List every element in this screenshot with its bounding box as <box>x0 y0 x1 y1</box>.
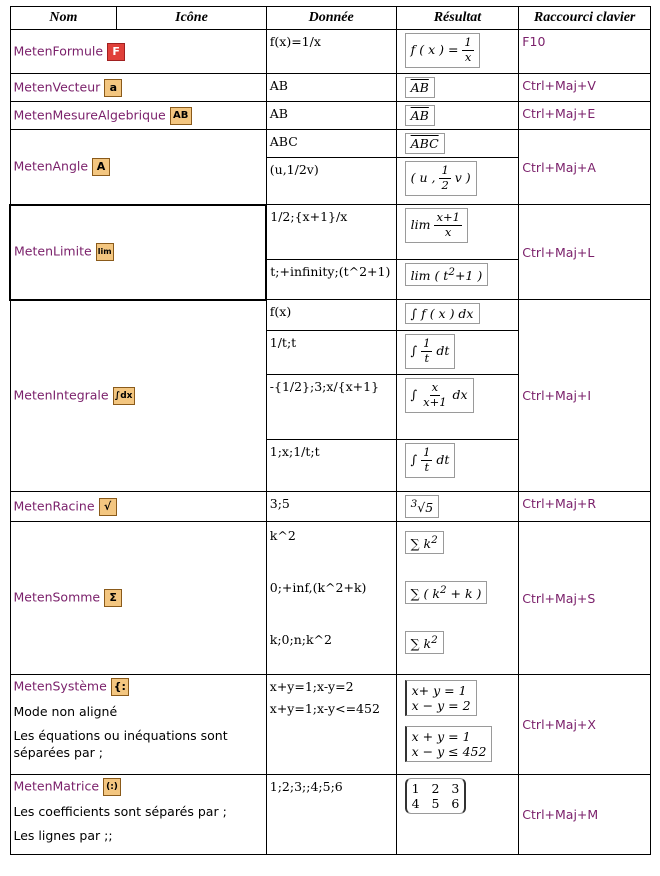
result-cell <box>396 300 519 331</box>
data-cell: f(x) <box>266 300 396 331</box>
result-cell <box>396 522 519 675</box>
data-cell: 1;x;1/t;t <box>266 440 396 492</box>
header-raccourci: Raccourci clavier <box>519 7 651 30</box>
table-row <box>10 492 651 522</box>
table-row <box>10 775 651 855</box>
data-cell: ABC <box>266 130 396 158</box>
vector-angle-result: ( u , $\frac{1}{2}$ v ) <box>405 161 477 196</box>
result-cell <box>396 130 519 158</box>
data-cell: 3;5 <box>266 492 396 522</box>
integral-icon[interactable]: ∫dx <box>113 387 135 405</box>
table-row <box>10 30 651 74</box>
shortcut-cell: Ctrl+Maj+A <box>519 130 651 205</box>
shortcut-cell: Ctrl+Maj+M <box>519 775 651 855</box>
command-name-cell <box>10 130 266 205</box>
data-cell: 1/t;t <box>266 331 396 375</box>
result-cell <box>396 492 519 522</box>
data-cell: 1;2;3;;4;5;6 <box>266 775 396 855</box>
separator-note: Les équations ou inéquations sont séparées par ; <box>13 728 228 760</box>
meten-commands-table <box>9 6 651 855</box>
table-row <box>10 205 651 260</box>
data-cell: 1/2;{x+1}/x <box>266 205 396 260</box>
command-name: MetenIntegrale <box>13 387 109 403</box>
result-cell <box>396 102 519 130</box>
header-donnee: Donnée <box>266 7 396 30</box>
result-cell <box>396 440 519 492</box>
result-cell <box>396 260 519 300</box>
shortcut-cell: Ctrl+Maj+R <box>519 492 651 522</box>
shortcut-cell: Ctrl+Maj+I <box>519 300 651 492</box>
formula-icon[interactable]: F <box>107 43 125 61</box>
command-name-cell <box>10 74 266 102</box>
command-name: MetenVecteur <box>13 79 101 94</box>
system-result: x+ y = 1 x − y = 2 <box>405 680 477 716</box>
algebraic-measure-icon[interactable]: AB <box>170 107 192 125</box>
angle-result: $\overline{ABC}$ <box>405 133 445 154</box>
command-name-cell <box>10 522 266 675</box>
result-cell <box>396 775 519 855</box>
system-data-1: x+y=1;x-y=2 <box>269 679 354 695</box>
result-cell <box>396 158 519 205</box>
lines-note: Les lignes par ;; <box>13 828 113 844</box>
shortcut-cell: Ctrl+Maj+L <box>519 205 651 300</box>
command-name: MetenRacine <box>13 498 95 514</box>
system-icon[interactable]: {: <box>111 678 129 696</box>
data-cell <box>266 522 396 675</box>
command-name: MetenSomme <box>13 589 101 605</box>
integral-dt-result: ∫ $\frac{1}{t}$ dt <box>405 334 456 369</box>
system-inequality-result: x + y = 1 x − y ≤ 452 <box>405 726 493 762</box>
command-name: MetenFormule <box>13 43 104 58</box>
data-cell: t;+infinity;(t^2+1) <box>266 260 396 300</box>
mode-note: Mode non aligné <box>13 704 118 720</box>
integral-bounds-result: ∫ $\frac{1}{t}$ dt <box>405 443 456 478</box>
root-icon[interactable]: √ <box>99 498 117 516</box>
sum-n-result: ∑ $k^2$ <box>405 631 444 654</box>
shortcut-cell: F10 <box>519 30 651 74</box>
integral-result: ∫ f ( x ) dx <box>405 303 480 324</box>
command-name-cell <box>10 30 266 74</box>
header-resultat: Résultat <box>396 7 519 30</box>
shortcut-cell: Ctrl+Maj+V <box>519 74 651 102</box>
command-name-cell <box>10 775 266 855</box>
data-cell: AB <box>266 74 396 102</box>
command-name-cell <box>10 205 266 300</box>
system-data-2: x+y=1;x-y<=452 <box>269 701 380 717</box>
sum-result: ∑ $k^2$ <box>405 531 444 554</box>
formula-result: f ( x ) = $\frac{1}{x}$ <box>405 33 480 68</box>
sum-infinity-result: ∑ ( $k^2 + k$ ) <box>405 581 488 604</box>
table-row <box>10 300 651 331</box>
root-result: $^3$√5 <box>405 495 440 518</box>
data-cell: f(x)=1/x <box>266 30 396 74</box>
limit-infinity-result: lim ( $t^2+1$ ) <box>405 263 489 286</box>
measure-result: $\overline{AB}$ <box>405 105 435 126</box>
result-cell <box>396 74 519 102</box>
sum-data-2: 0;+inf,(k^2+k) <box>269 580 367 596</box>
result-cell <box>396 675 519 775</box>
table-row <box>10 130 651 158</box>
command-name: MetenAngle <box>13 158 89 174</box>
shortcut-cell: Ctrl+Maj+S <box>519 522 651 675</box>
header-nom: Nom <box>10 7 117 30</box>
shortcut-cell: Ctrl+Maj+E <box>519 102 651 130</box>
matrix-icon[interactable]: (:) <box>103 778 121 796</box>
command-name: MetenMatrice <box>13 778 100 794</box>
sum-icon[interactable]: Σ <box>104 589 122 607</box>
result-cell <box>396 375 519 440</box>
limit-result: lim $\frac{x+1}{x}$ <box>405 208 468 243</box>
data-cell: AB <box>266 102 396 130</box>
result-cell <box>396 331 519 375</box>
data-cell: (u,1/2v) <box>266 158 396 205</box>
result-cell <box>396 30 519 74</box>
header-row <box>10 7 651 30</box>
data-cell <box>266 675 396 775</box>
definite-integral-result: ∫ $\frac{x}{x+1}$ dx <box>405 378 474 413</box>
result-cell <box>396 205 519 260</box>
table-row <box>10 522 651 675</box>
command-name-cell <box>10 102 266 130</box>
command-name-cell <box>10 492 266 522</box>
command-name: MetenSystème <box>13 678 107 694</box>
limit-icon[interactable]: lim <box>96 243 114 261</box>
shortcut-cell: Ctrl+Maj+X <box>519 675 651 775</box>
sum-data-1: k^2 <box>269 528 296 544</box>
header-icone: Icône <box>117 7 267 30</box>
angle-icon[interactable]: A <box>92 158 110 176</box>
sum-data-3: k;0;n;k^2 <box>269 632 332 648</box>
table-row <box>10 102 651 130</box>
table-row <box>10 74 651 102</box>
table-row <box>10 675 651 775</box>
command-name-cell <box>10 675 266 775</box>
command-name: MetenLimite <box>14 243 92 259</box>
command-name-cell <box>10 300 266 492</box>
vector-result: $\overline{AB}$ <box>405 77 435 98</box>
data-cell: -{1/2};3;x/{x+1} <box>266 375 396 440</box>
coefficients-note: Les coefficients sont séparés par ; <box>13 804 227 820</box>
matrix-result: 1 2 3 4 5 6 <box>405 778 467 814</box>
command-name: MetenMesureAlgebrique <box>13 107 166 122</box>
vector-icon[interactable]: a <box>104 79 122 97</box>
